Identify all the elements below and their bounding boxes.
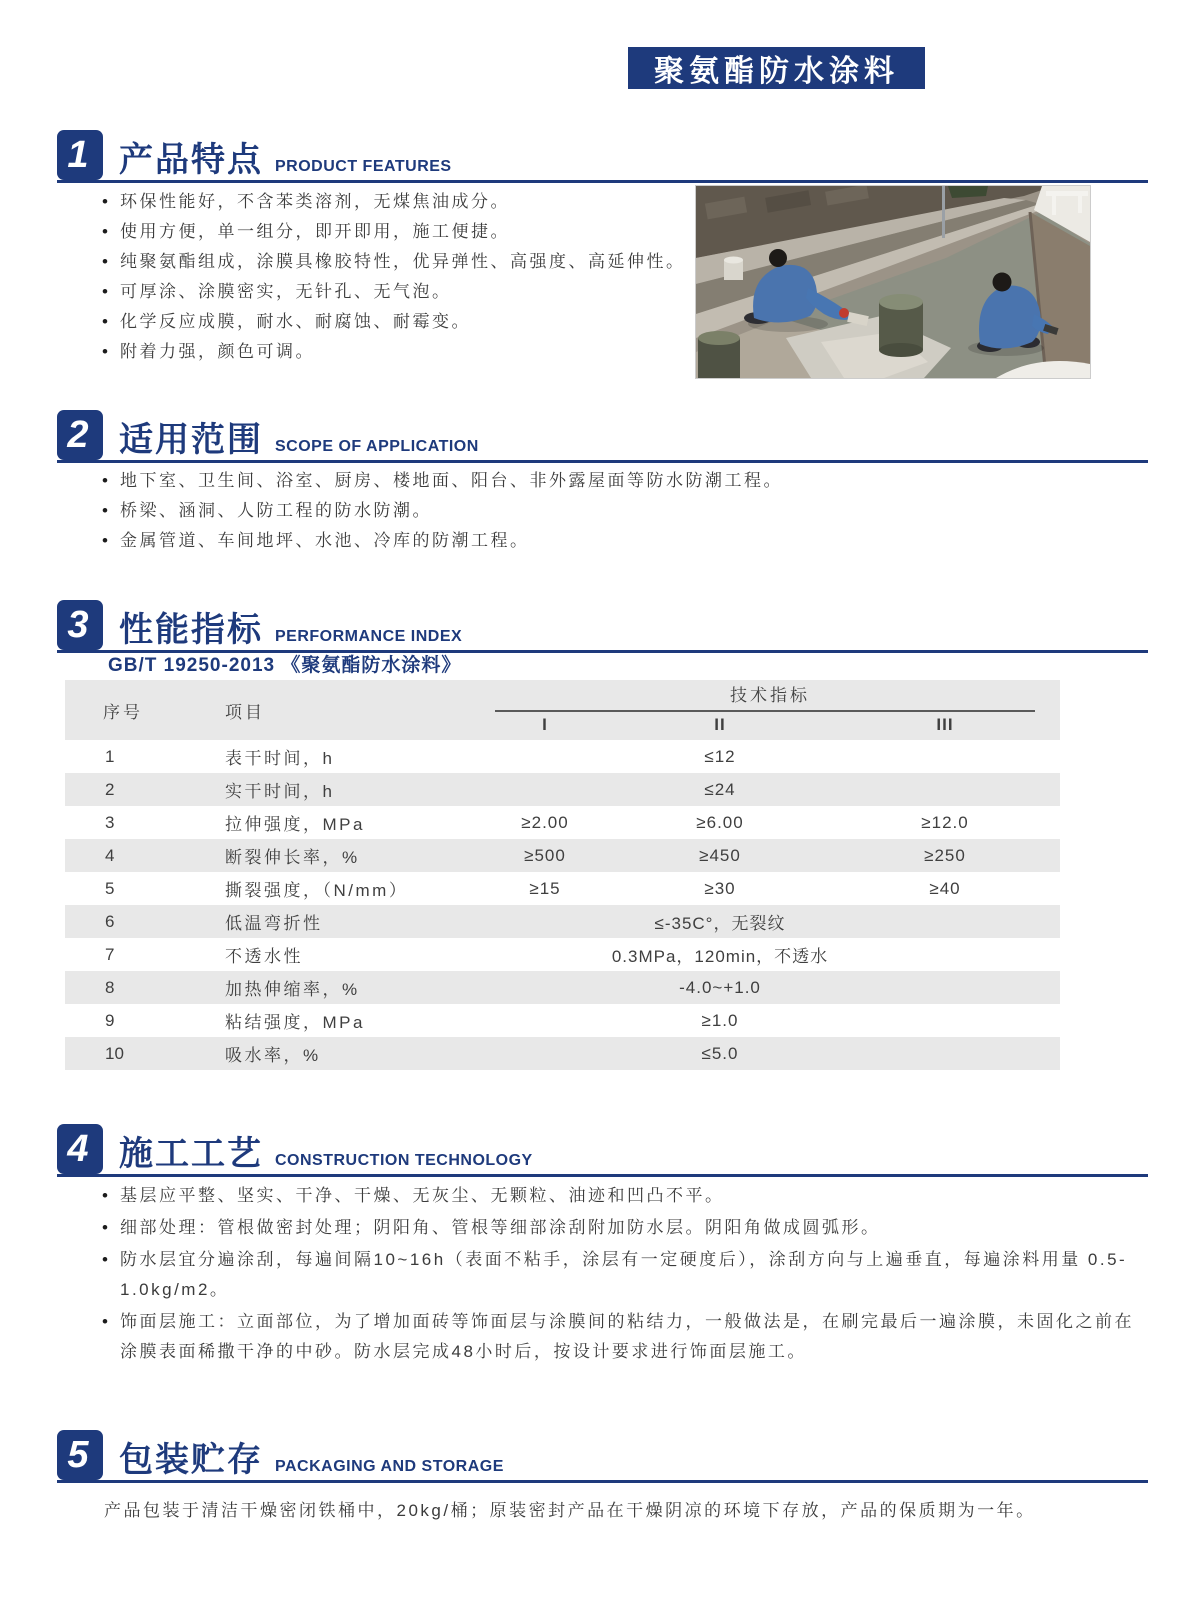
list-item: • 地下室、卫生间、浴室、厨房、楼地面、阳台、非外露屋面等防水防潮工程。: [102, 466, 1042, 496]
construction-list: [102, 1181, 1138, 1369]
scope-list: [102, 466, 1042, 556]
cell-value-II: ≥1.0: [701, 1010, 739, 1030]
cell-value-III: ≥40: [929, 878, 961, 898]
cell-item: 表干时间，h: [225, 749, 335, 768]
product-title-banner: 聚氨酯防水涂料: [628, 47, 925, 89]
table-row: [65, 740, 1060, 773]
section-header-packaging: [57, 1427, 1148, 1483]
table-header: [65, 680, 1060, 740]
list-item: • 基层应平整、坚实、干净、干燥、无灰尘、无颗粒、油迹和凹凸不平。: [102, 1181, 1138, 1211]
section-header-product-features: [57, 127, 1148, 183]
column-header-seq: 序号: [103, 702, 143, 722]
section-number-badge: 2: [57, 410, 103, 460]
cell-seq: 9: [105, 1010, 115, 1030]
section-title-cn: 包装贮存: [119, 1441, 263, 1479]
table-row: [65, 806, 1060, 839]
section-title-en: PERFORMANCE INDEX: [275, 628, 463, 645]
subcolumn-III: III: [936, 714, 954, 734]
cell-value-I: ≥15: [529, 878, 561, 898]
column-header-tech-group: [480, 680, 1060, 740]
cell-value-II: ≤12: [704, 746, 736, 766]
list-item: • 桥梁、涵洞、人防工程的防水防潮。: [102, 496, 1042, 526]
cell-item: 不透水性: [225, 947, 303, 966]
section-title-en: PACKAGING AND STORAGE: [275, 1458, 504, 1475]
section-number-badge: 4: [57, 1124, 103, 1174]
section-number-badge: 5: [57, 1430, 103, 1480]
cell-item: 粘结强度，MPa: [225, 1013, 365, 1032]
cell-seq: 5: [105, 878, 115, 898]
cell-item: 撕裂强度，（N/mm）: [225, 881, 409, 900]
list-item: • 可厚涂、涂膜密实，无针孔、无气泡。: [102, 277, 697, 307]
cell-seq: 1: [105, 746, 115, 766]
section-title-cn: 性能指标: [119, 611, 263, 649]
cell-item: 断裂伸长率，%: [225, 848, 360, 867]
column-header-tech: 技术指标: [730, 685, 810, 705]
cell-value-III: ≥12.0: [921, 812, 969, 832]
cell-seq: 10: [105, 1043, 124, 1063]
cell-value-II: ≤24: [704, 779, 736, 799]
cell-item: 拉伸强度，MPa: [225, 815, 365, 834]
cell-value-II: 0.3MPa，120min，不透水: [611, 947, 829, 966]
section-title-cn: 产品特点: [119, 141, 263, 179]
list-item: • 饰面层施工：立面部位，为了增加面砖等饰面层与涂膜间的粘结力，一般做法是，在刷完最后一遍涂膜，未固化之前在涂膜表面稀撒干净的中砂。防水层完成48小时后，按设计要求进行饰面层施工。: [102, 1307, 1138, 1367]
cell-value-I: ≥500: [524, 845, 566, 865]
table-row: [65, 938, 1060, 971]
standard-reference: GB/T 19250-2013 《聚氨酯防水涂料》: [108, 655, 462, 676]
cell-value-III: ≥250: [924, 845, 966, 865]
subcolumn-I: I: [542, 714, 548, 734]
table-row: [65, 1004, 1060, 1037]
column-header-item: 项目: [225, 702, 265, 722]
table-row: [65, 1037, 1060, 1070]
section-header-scope: [57, 407, 1148, 463]
cell-value-II: ≤5.0: [701, 1043, 739, 1063]
cell-item: 低温弯折性: [225, 914, 323, 933]
performance-table: [65, 680, 1060, 1070]
tech-subcolumns: [480, 712, 1060, 738]
cell-value-II: ≥30: [704, 878, 736, 898]
product-features-list: [102, 187, 697, 367]
table-row: [65, 872, 1060, 905]
section-title-en: SCOPE OF APPLICATION: [275, 438, 479, 455]
section-title-en: PRODUCT FEATURES: [275, 158, 452, 175]
section-title-cn: 施工工艺: [119, 1135, 263, 1173]
cell-seq: 8: [105, 977, 115, 997]
application-photo: [695, 185, 1091, 379]
cell-value-II: ≤-35C°，无裂纹: [654, 914, 786, 933]
section-header-construction: [57, 1121, 1148, 1177]
subcolumn-II: II: [714, 714, 726, 734]
section-number-badge: 3: [57, 600, 103, 650]
cell-seq: 3: [105, 812, 115, 832]
list-item: • 细部处理：管根做密封处理；阴阳角、管根等细部涂刮附加防水层。阴阳角做成圆弧形。: [102, 1213, 1138, 1243]
table-row: [65, 971, 1060, 1004]
cell-seq: 2: [105, 779, 115, 799]
list-item: • 附着力强，颜色可调。: [102, 337, 697, 367]
table-row: [65, 773, 1060, 806]
cell-value-II: ≥6.00: [696, 812, 744, 832]
list-item: • 防水层宜分遍涂刮，每遍间隔10~16h（表面不粘手，涂层有一定硬度后），涂刮方向与上遍垂直，每遍涂料用量 0.5-1.0kg/m2。: [102, 1245, 1138, 1305]
cell-seq: 4: [105, 845, 115, 865]
cell-value-II: ≥450: [699, 845, 741, 865]
list-item: • 化学反应成膜，耐水、耐腐蚀、耐霉变。: [102, 307, 697, 337]
section-title-cn: 适用范围: [119, 421, 263, 459]
list-item: • 环保性能好，不含苯类溶剂，无煤焦油成分。: [102, 187, 697, 217]
roof-coating-scene: [696, 186, 1090, 378]
section-header-performance: [57, 597, 1148, 653]
packaging-text: 产品包装于清洁干燥密闭铁桶中，20kg/桶；原装密封产品在干燥阴凉的环境下存放，产品的保质期为一年。: [104, 1501, 1036, 1520]
cell-item: 加热伸缩率，%: [225, 980, 360, 999]
table-row: [65, 839, 1060, 872]
cell-item: 实干时间，h: [225, 782, 335, 801]
section-title-en: CONSTRUCTION TECHNOLOGY: [275, 1152, 533, 1169]
cell-seq: 6: [105, 911, 115, 931]
cell-seq: 7: [105, 944, 115, 964]
list-item: • 纯聚氨酯组成，涂膜具橡胶特性，优异弹性、高强度、高延伸性。: [102, 247, 697, 277]
table-row: [65, 905, 1060, 938]
list-item: • 使用方便，单一组分，即开即用，施工便捷。: [102, 217, 697, 247]
cell-item: 吸水率，%: [225, 1046, 321, 1065]
list-item: • 金属管道、车间地坪、水池、冷库的防潮工程。: [102, 526, 1042, 556]
table-body: [65, 740, 1060, 1070]
section-number-badge: 1: [57, 130, 103, 180]
cell-value-II: -4.0~+1.0: [679, 977, 761, 997]
cell-value-I: ≥2.00: [521, 812, 569, 832]
